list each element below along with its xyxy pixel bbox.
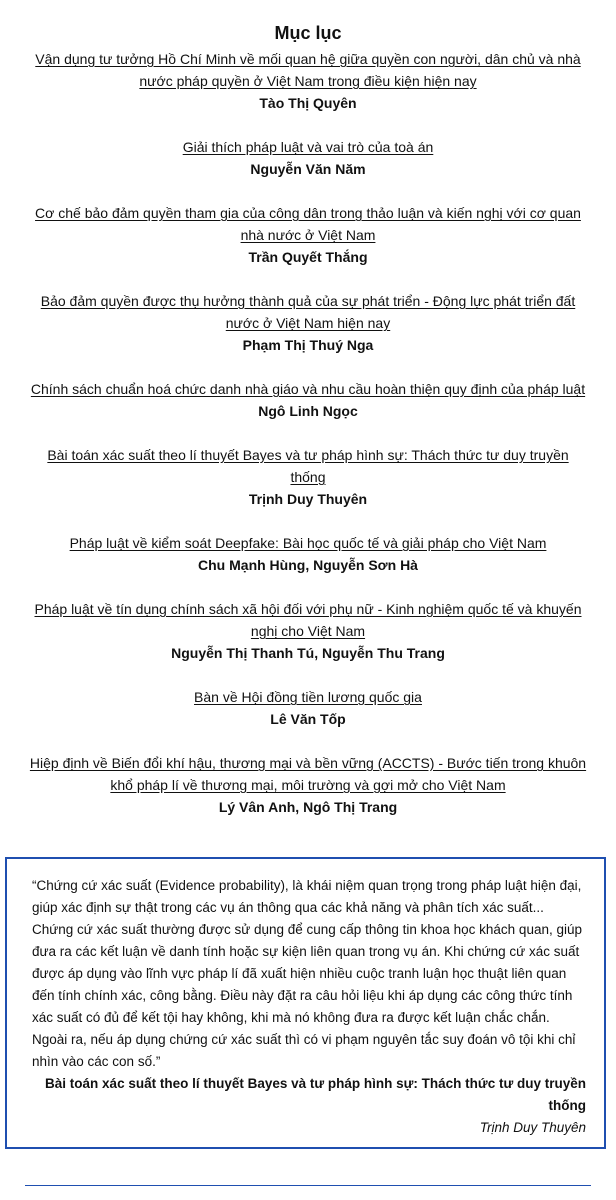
article-author: Trần Quyết Thắng [248,249,368,265]
article-link[interactable]: Chính sách chuẩn hoá chức danh nhà giáo và nhu cầu hoàn thiện quy định của pháp luật [30,381,586,397]
article-author: Phạm Thị Thuý Nga [242,337,374,353]
toc-title: Mục lục [274,23,342,43]
toc-entry [28,444,588,510]
toc-entry [28,136,588,180]
divider [25,1185,591,1186]
article-author: Nguyễn Thị Thanh Tú, Nguyễn Thu Trang [171,645,445,661]
article-link[interactable]: Vận dụng tư tưởng Hồ Chí Minh về mối quan hệ giữa quyền con người, dân chủ và nhà nước pháp quyền ở Việt Nam trong điều kiện hiện nay [35,51,581,89]
toc-entry [28,48,588,114]
article-link[interactable]: Hiệp định về Biến đổi khí hậu, thương mại và bền vững (ACCTS) - Bước tiến trong khuôn khổ pháp lí về thương mại, môi trường và gợi mở cho Việt Nam [29,755,587,793]
article-author: Nguyễn Văn Năm [250,161,366,177]
article-link[interactable]: Pháp luật về tín dụng chính sách xã hội đối với phụ nữ - Kinh nghiệm quốc tế và khuyến nghị cho Việt Nam [34,601,582,639]
article-author: Lê Văn Tốp [270,711,346,727]
article-link[interactable]: Bài toán xác suất theo lí thuyết Bayes và tư pháp hình sự: Thách thức tư duy truyền thống [47,447,569,485]
article-author: Tào Thị Quyên [259,95,357,111]
toc-entry [28,752,588,818]
article-link[interactable]: Cơ chế bảo đảm quyền tham gia của công dân trong thảo luận và kiến nghị với cơ quan nhà nước ở Việt Nam [35,205,581,243]
article-link[interactable]: Giải thích pháp luật và vai trò của toà án [182,139,434,155]
article-link[interactable]: Bàn về Hội đồng tiền lương quốc gia [194,689,422,705]
article-author: Trịnh Duy Thuyên [248,491,368,507]
toc-entry [28,532,588,576]
featured-quote-box [5,857,606,1149]
toc-entry [28,290,588,356]
article-link[interactable]: Pháp luật về kiểm soát Deepfake: Bài học quốc tế và giải pháp cho Việt Nam [69,535,547,551]
quote-author: Trịnh Duy Thuyên [479,1120,586,1135]
toc-entry [28,686,588,730]
toc-entry [28,202,588,268]
quote-text: “Chứng cứ xác suất (Evidence probability), là khái niệm quan trọng trong pháp luật hiện đại, giúp xác định sự thật trong các vụ án thông qua các khả năng và phân tích xác suất... Chứng cứ xác suất thường được sử dụng để cung cấp thông tin khoa học khách quan, giúp đưa ra các kết luận về danh tính hoặc sự kiện liên quan trong vụ án. Khi chứng cứ xác suất được áp dụng vào lĩnh vực pháp lí đã xuất hiện nhiều cuộc tranh luận học thuật liên quan đến tính chính xác, công bằng. Điều này đặt ra câu hỏi liệu khi áp dụng các công thức tính xác suất có đủ để kết tội hay không, khi mà nó không đưa ra được kết luận chắc chắn. Ngoài ra, nếu áp dụng chứng cứ xác suất thì có vi phạm nguyên tắc suy đoán vô tội khi chỉ nhìn vào các con số.” [32,878,582,1069]
article-author: Ngô Linh Ngọc [258,403,358,419]
toc-entry [28,378,588,422]
article-author: Chu Mạnh Hùng, Nguyễn Sơn Hà [198,557,418,573]
article-link[interactable]: Bảo đảm quyền được thụ hưởng thành quả của sự phát triển - Động lực phát triển đất nước ở Việt Nam hiện nay [40,293,576,331]
toc-entry [28,598,588,664]
article-author: Lý Vân Anh, Ngô Thị Trang [218,799,398,815]
quote-source-title: Bài toán xác suất theo lí thuyết Bayes và tư pháp hình sự: Thách thức tư duy truyền thống [45,1076,586,1113]
